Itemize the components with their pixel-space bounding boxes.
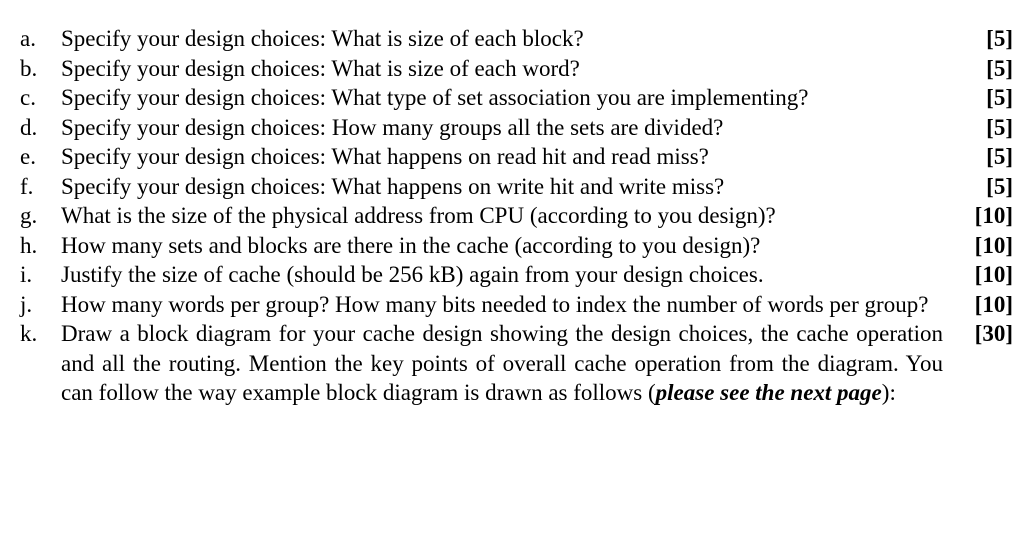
question-marks: [5] bbox=[986, 55, 1013, 81]
question-marks: [10] bbox=[974, 203, 1013, 228]
question-text: What is the size of the physical address from CPU (according to you design)? bbox=[61, 203, 776, 228]
question-letter: c. bbox=[20, 85, 36, 110]
question-text: Specify your design choices: What type of set association you are implementing? bbox=[61, 85, 809, 110]
question-marks: [5] bbox=[986, 173, 1013, 199]
question-item-a bbox=[0, 24, 1024, 54]
question-text: Specify your design choices: How many groups all the sets are divided? bbox=[61, 114, 724, 140]
question-letter: e. bbox=[20, 144, 36, 169]
question-letter: k. bbox=[20, 321, 38, 346]
tail-close-paren: ): bbox=[881, 380, 896, 405]
next-page-emphasis: please see the next page bbox=[655, 380, 882, 405]
question-marks: [10] bbox=[974, 291, 1013, 317]
question-item-h bbox=[0, 231, 1024, 261]
question-marks: [5] bbox=[986, 85, 1013, 110]
question-text-block bbox=[61, 319, 943, 408]
question-letter: b. bbox=[20, 55, 38, 81]
question-item-k bbox=[0, 319, 1024, 408]
question-letter: f. bbox=[20, 173, 34, 199]
question-marks: [30] bbox=[974, 321, 1013, 346]
question-letter: a. bbox=[20, 26, 36, 51]
question-text: Specify your design choices: What is size of each block? bbox=[61, 26, 584, 51]
question-item-e bbox=[0, 142, 1024, 172]
question-letter: j. bbox=[20, 291, 33, 317]
question-marks: [10] bbox=[974, 262, 1013, 287]
question-item-d bbox=[0, 113, 1024, 143]
question-item-j bbox=[0, 290, 1024, 320]
question-letter: i. bbox=[20, 262, 33, 287]
question-marks: [5] bbox=[986, 114, 1013, 140]
question-letter: h. bbox=[20, 232, 38, 258]
question-item-f bbox=[0, 172, 1024, 202]
question-item-g bbox=[0, 201, 1024, 231]
question-item-c bbox=[0, 83, 1024, 113]
question-item-b bbox=[0, 54, 1024, 84]
question-text: Draw a block diagram for your cache design showing the design choices, the cache operation and all the routing. Mention the key points of overall cache operation from the diagram. You can follow the way example block diagram is drawn as follows bbox=[61, 321, 943, 405]
question-text: How many sets and blocks are there in the cache (according to you design)? bbox=[61, 232, 761, 258]
question-letter: g. bbox=[20, 203, 38, 228]
question-marks: [10] bbox=[974, 232, 1013, 258]
question-text: Specify your design choices: What is size of each word? bbox=[61, 55, 580, 81]
question-text: Specify your design choices: What happens on write hit and write miss? bbox=[61, 173, 725, 199]
question-letter: d. bbox=[20, 114, 38, 140]
question-list bbox=[0, 24, 1024, 408]
question-marks: [5] bbox=[986, 26, 1013, 51]
tail-open-paren: ( bbox=[647, 380, 656, 405]
question-marks: [5] bbox=[986, 144, 1013, 169]
question-text: Specify your design choices: What happens on read hit and read miss? bbox=[61, 144, 709, 169]
question-item-i bbox=[0, 260, 1024, 290]
question-text: Justify the size of cache (should be 256 kB) again from your design choices. bbox=[61, 262, 764, 287]
question-text: How many words per group? How many bits needed to index the number of words per group? bbox=[61, 291, 929, 317]
